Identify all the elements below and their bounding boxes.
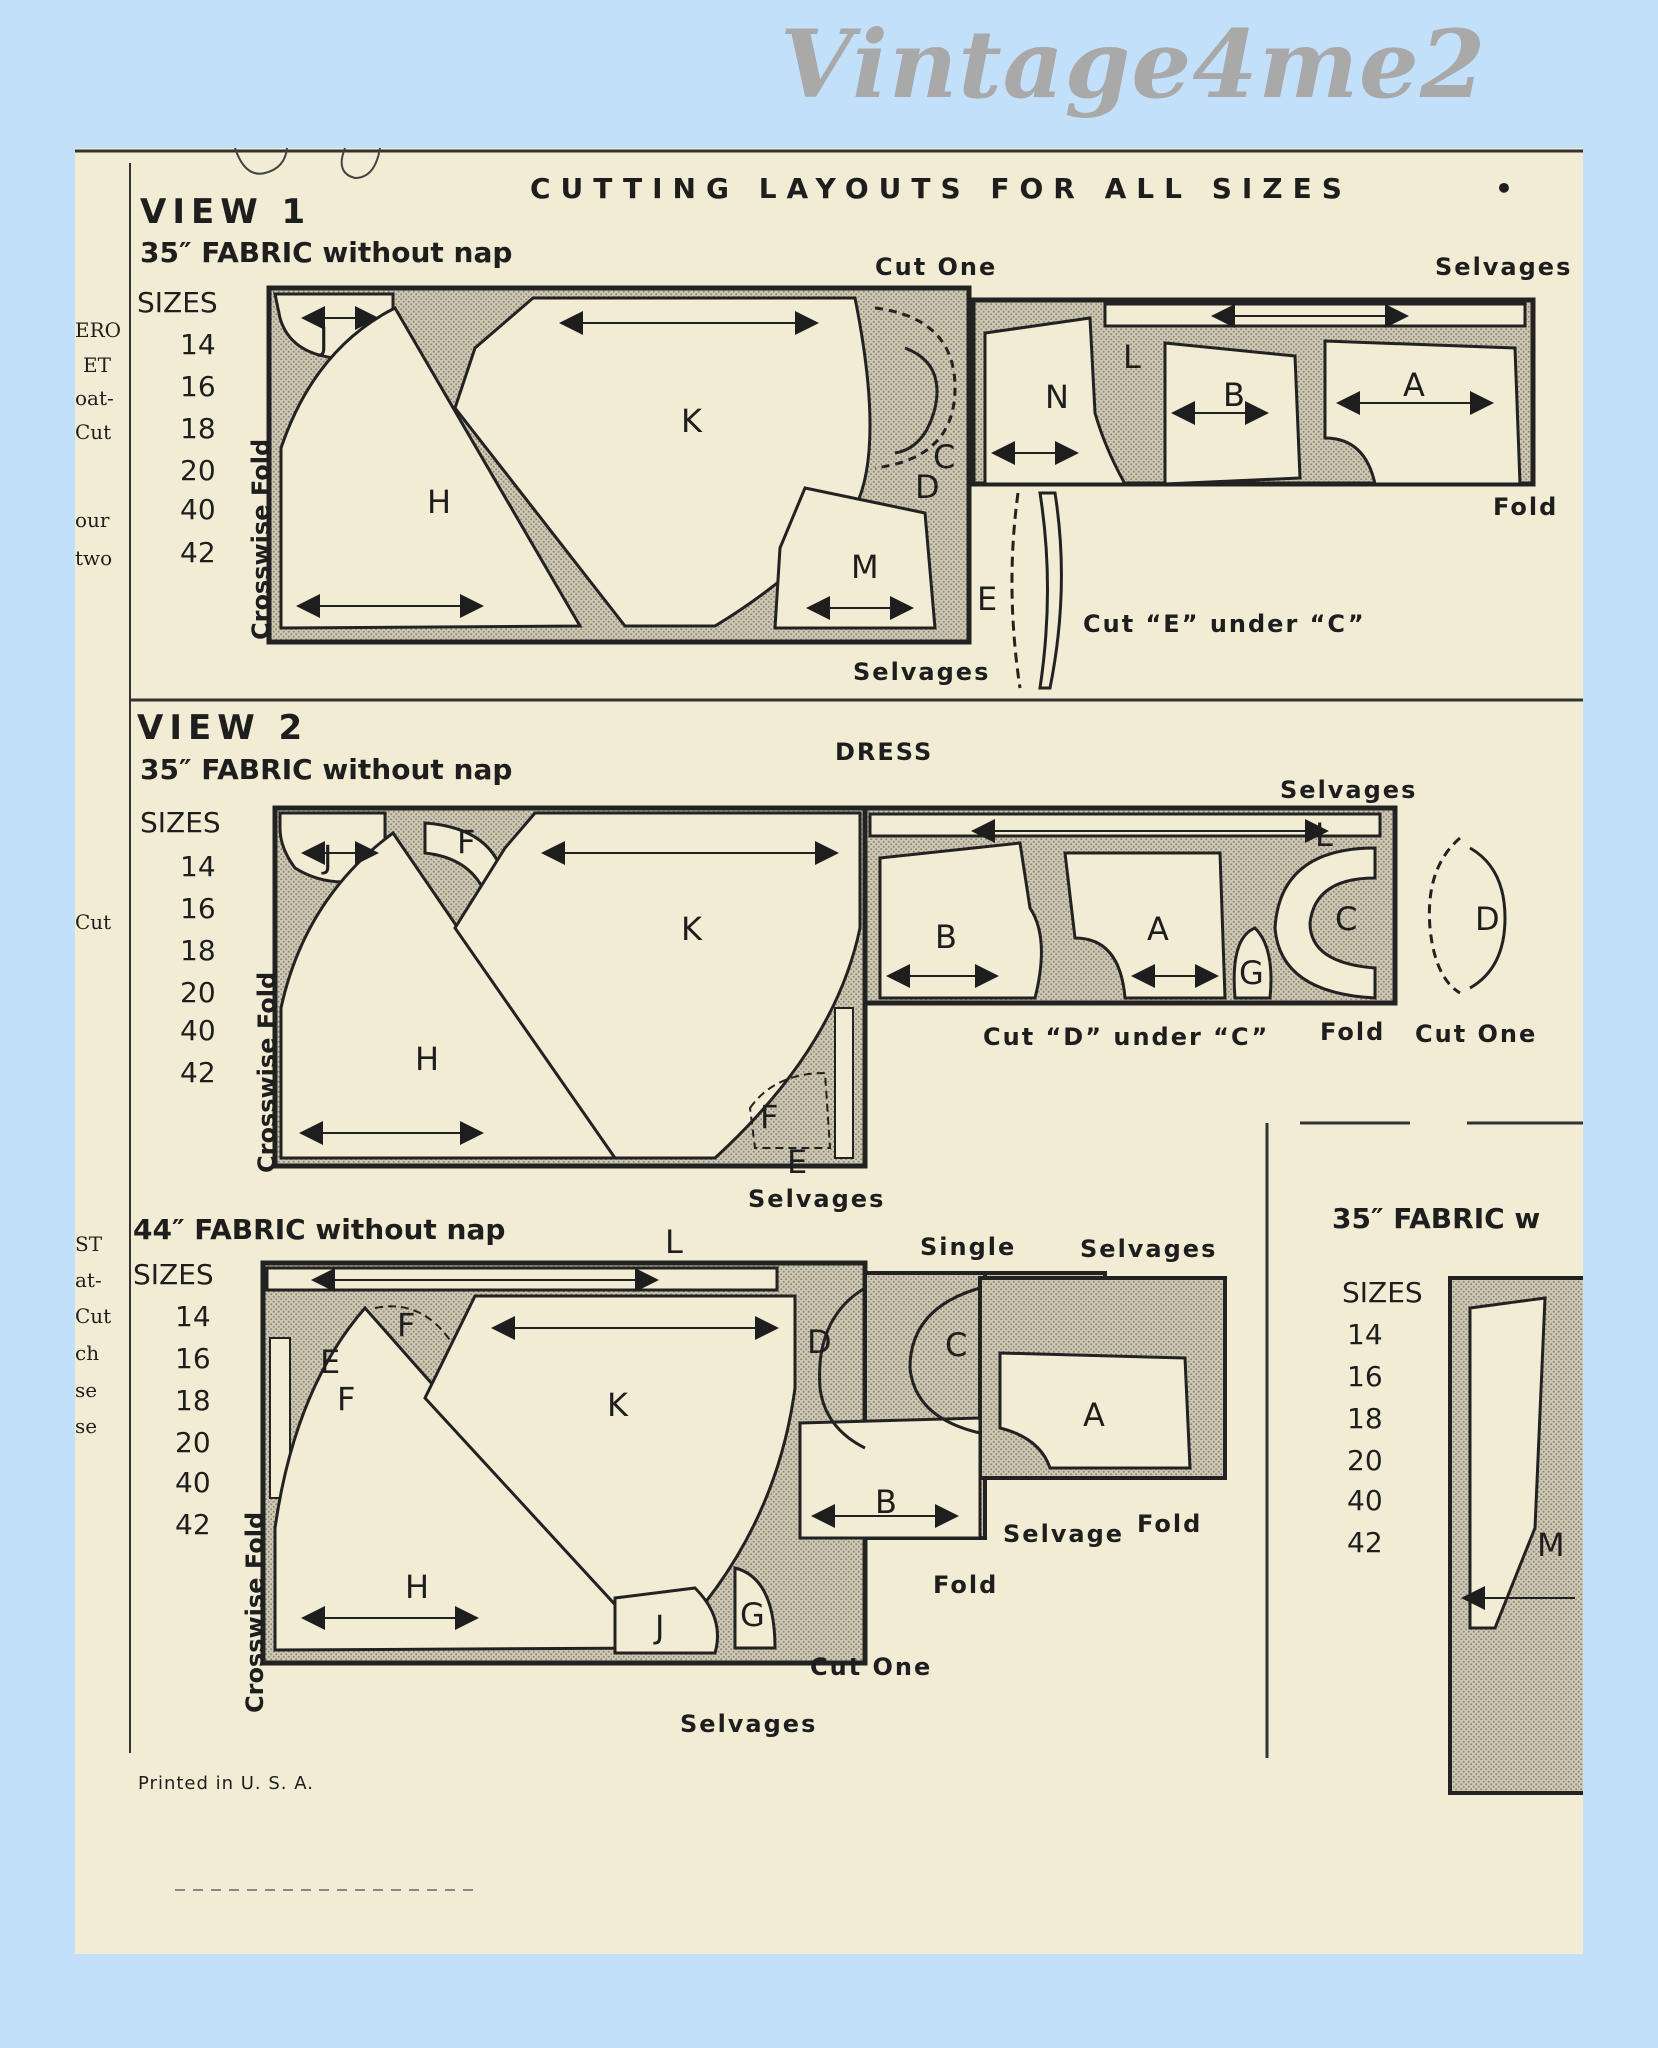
piece-label: A (1147, 910, 1169, 948)
piece-label: B (1223, 376, 1245, 414)
size-value: 14 (175, 1300, 211, 1333)
right-fabric: 35″ FABRIC w (1332, 1202, 1541, 1235)
watermark-text: Vintage4me2 (780, 10, 1487, 120)
selvage-label: Selvage (1003, 1520, 1125, 1548)
margin-fragment: ch (75, 1341, 100, 1365)
size-value: 20 (180, 454, 216, 487)
piece-label: E (320, 1343, 341, 1381)
piece-label: C (945, 1326, 968, 1364)
margin-fragment: Cut (75, 1304, 112, 1328)
piece-label: J (655, 1608, 665, 1646)
piece-label: N (1045, 378, 1069, 416)
piece-label: M (851, 548, 879, 586)
sizes-label: SIZES (1342, 1276, 1423, 1309)
margin-fragment: se (75, 1378, 98, 1402)
view2-fabric: 35″ FABRIC without nap (140, 753, 513, 786)
size-value: 42 (180, 536, 216, 569)
size-value: 40 (180, 1014, 216, 1047)
header-bullet: • (1495, 172, 1523, 205)
selvages-label: Selvages (748, 1185, 886, 1213)
selvages-label: Selvages (1080, 1235, 1218, 1263)
cut-one-label: Cut One (810, 1653, 933, 1681)
size-value: 16 (180, 892, 216, 925)
size-value: 20 (175, 1426, 211, 1459)
piece-label: D (807, 1323, 832, 1361)
cutting-layout-diagrams (75, 148, 1583, 1954)
size-value: 42 (180, 1056, 216, 1089)
piece-label: K (607, 1386, 628, 1424)
cut-one-label: Cut One (1415, 1020, 1538, 1048)
piece-label: C (933, 438, 956, 476)
fold-text: Fold (1320, 1018, 1386, 1046)
header-title: CUTTING LAYOUTS FOR ALL SIZES (530, 172, 1352, 205)
piece-label: H (405, 1568, 430, 1606)
piece-label: G (1239, 954, 1264, 992)
piece-label: F (760, 1098, 779, 1136)
piece-label: B (875, 1483, 897, 1521)
view2-35-layout (275, 808, 1505, 1166)
piece-label: L (1315, 816, 1333, 854)
fold-text: Fold (933, 1571, 999, 1599)
margin-fragment: ET (83, 353, 111, 377)
cut-d-under-c-label: Cut “D” under “C” (983, 1023, 1270, 1051)
margin-fragment: Cut (75, 420, 112, 444)
size-value: 42 (1347, 1526, 1383, 1559)
size-value: 18 (180, 412, 216, 445)
selvages-label: Selvages (853, 658, 991, 686)
piece-label: D (1475, 900, 1500, 938)
size-value: 14 (180, 850, 216, 883)
cut-e-under-c-label: Cut “E” under “C” (1083, 610, 1366, 638)
size-value: 40 (175, 1466, 211, 1499)
size-value: 40 (1347, 1484, 1383, 1517)
view2-title: VIEW 2 (137, 708, 309, 748)
margin-fragment: at- (75, 1268, 102, 1292)
view2-44-fabric: 44″ FABRIC without nap (133, 1213, 506, 1246)
piece-label: L (665, 1223, 683, 1261)
single-label: Single (920, 1233, 1017, 1261)
cut-one-label: Cut One (875, 253, 998, 281)
piece-label: J (323, 838, 333, 876)
fold-text: Fold (1137, 1510, 1203, 1538)
size-value: 16 (175, 1342, 211, 1375)
size-value: 20 (180, 976, 216, 1009)
size-value: 18 (175, 1384, 211, 1417)
size-value: 40 (180, 493, 216, 526)
piece-label: F (397, 1306, 416, 1344)
piece-label: B (935, 918, 957, 956)
piece-label: C (1335, 900, 1358, 938)
piece-label: K (681, 910, 702, 948)
piece-label: H (415, 1040, 440, 1078)
fold-label: Crosswise Fold (253, 971, 281, 1173)
pattern-sheet (75, 148, 1583, 1954)
view1-title: VIEW 1 (140, 192, 312, 232)
piece-label: A (1403, 366, 1425, 404)
margin-fragment: se (75, 1414, 98, 1438)
size-value: 18 (1347, 1402, 1383, 1435)
piece-label: H (427, 483, 452, 521)
fold-label: Crosswise Fold (241, 1511, 269, 1713)
margin-fragment: oat- (75, 386, 114, 410)
size-value: 14 (1347, 1318, 1383, 1351)
size-value: 14 (180, 328, 216, 361)
margin-fragment: Cut (75, 910, 112, 934)
fold-text: Fold (1493, 493, 1559, 521)
piece-label: K (681, 402, 702, 440)
size-value: 16 (1347, 1360, 1383, 1393)
margin-fragment: two (75, 546, 113, 570)
fold-label: Crosswise Fold (247, 438, 275, 640)
piece-label: A (1083, 1396, 1105, 1434)
margin-fragment: ST (75, 1232, 103, 1256)
selvages-label: Selvages (1280, 776, 1418, 804)
piece-label: E (977, 580, 998, 618)
piece-label: J (319, 320, 329, 358)
piece-label: F (337, 1380, 356, 1418)
size-value: 42 (175, 1508, 211, 1541)
piece-label: M (1537, 1526, 1565, 1564)
size-value: 16 (180, 370, 216, 403)
size-value: 18 (180, 934, 216, 967)
sizes-label: SIZES (133, 1258, 214, 1291)
section-label: DRESS (835, 738, 934, 766)
selvages-label: Selvages (1435, 253, 1573, 281)
margin-fragment: our (75, 508, 110, 532)
piece-label: G (740, 1596, 765, 1634)
piece-label: L (1123, 338, 1141, 376)
sizes-label: SIZES (140, 806, 221, 839)
margin-fragment: ERO (75, 318, 122, 342)
view1-fabric: 35″ FABRIC without nap (140, 236, 513, 269)
selvages-label: Selvages (680, 1710, 818, 1738)
sizes-label: SIZES (137, 286, 218, 319)
size-value: 20 (1347, 1444, 1383, 1477)
piece-label: E (787, 1143, 808, 1181)
piece-label: F (457, 823, 476, 861)
piece-label: D (915, 468, 940, 506)
footer-printed: Printed in U. S. A. (138, 1773, 314, 1794)
